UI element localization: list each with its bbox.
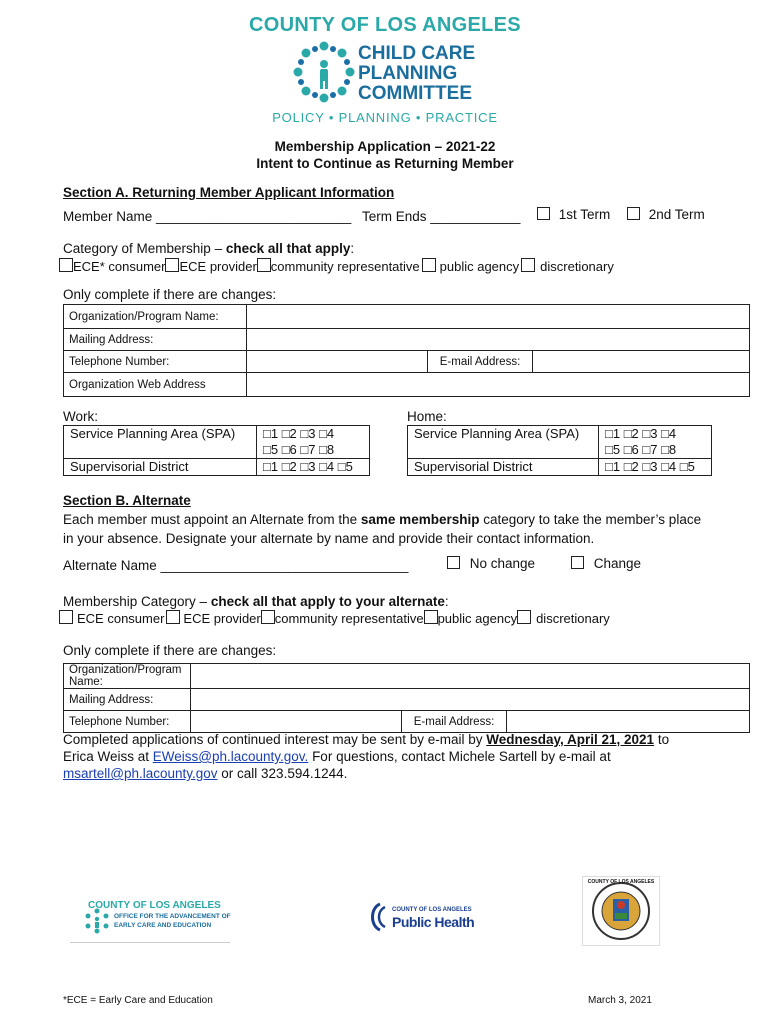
work-spa-table — [63, 425, 370, 476]
email-link-msartell[interactable]: msartell@ph.lacounty.gov — [63, 766, 218, 781]
ece-provider-checkbox[interactable] — [165, 258, 179, 272]
changes-note-a: Only complete if there are changes: — [63, 287, 277, 302]
org-field-a[interactable] — [247, 305, 750, 329]
para-a: Each member must appoint an Alternate from the — [63, 512, 361, 527]
closing-text-3: Erica Weiss at — [63, 749, 153, 764]
public-health-logo — [366, 902, 481, 934]
alt-public-agency-checkbox[interactable] — [424, 610, 438, 624]
change-option — [571, 556, 641, 571]
home-spa-options[interactable] — [599, 426, 712, 459]
public-health-emblem-icon — [366, 902, 388, 932]
member-name-label: Member Name — [63, 209, 153, 224]
category-bold: check all that apply — [225, 241, 351, 256]
oaece-ece: EARLY CARE AND EDUCATION — [114, 922, 212, 929]
email-label-a: E-mail Address: — [428, 351, 533, 373]
org-label-b: Organization/Program Name: — [64, 664, 191, 689]
section-b-para-line2: in your absence. Designate your alternate by name and provide their contact information. — [63, 531, 595, 546]
category-prefix: Category of Membership – — [63, 241, 226, 256]
oaece-office: OFFICE FOR THE ADVANCEMENT OF — [114, 913, 231, 920]
section-a-heading: Section A. Returning Member Applicant Information — [63, 185, 395, 200]
ph-name: Public Health — [392, 914, 475, 930]
community-rep-checkbox[interactable] — [257, 258, 271, 272]
closing-text-2: to — [654, 732, 670, 747]
closing-text-5: or call 323.594.1244. — [217, 766, 348, 781]
work-spa-label: Service Planning Area (SPA) — [64, 426, 257, 459]
term1-checkbox[interactable] — [537, 207, 550, 220]
no-change-option — [447, 556, 535, 571]
mail-label-b: Mailing Address: — [64, 689, 191, 711]
tel-label-a: Telephone Number: — [64, 351, 247, 373]
category-suffix: : — [350, 241, 355, 256]
contact-table-b — [63, 663, 750, 733]
term-ends-field[interactable]: ____________ — [430, 209, 521, 224]
web-label-a: Organization Web Address — [64, 373, 247, 397]
work-spa-line1: □1 □2 □3 □4 — [263, 426, 335, 441]
alt-public-agency-label: public agency — [437, 611, 518, 626]
footer-note: *ECE = Early Care and Education — [63, 995, 213, 1006]
term1-label: 1st Term — [558, 207, 611, 222]
org-label-a: Organization/Program Name: — [64, 305, 247, 329]
ece-consumer-label: ECE* consumer — [73, 259, 166, 274]
ece-provider-label: ECE provider — [179, 259, 257, 274]
mail-field-a[interactable] — [247, 329, 750, 351]
term2-option — [627, 207, 705, 222]
term1-option — [537, 207, 610, 222]
no-change-checkbox[interactable] — [447, 556, 460, 569]
discretionary-label: discretionary — [540, 259, 614, 274]
ccpc-logo-icon — [292, 40, 356, 104]
mail-label-a: Mailing Address: — [64, 329, 247, 351]
web-field-a[interactable] — [247, 373, 750, 397]
home-sd-options[interactable]: □1 □2 □3 □4 □5 — [599, 459, 712, 476]
email-field-a[interactable] — [533, 351, 750, 373]
alternate-name-field[interactable]: _________________________________ — [160, 558, 409, 573]
closing-text-1: Completed applications of continued interest may be sent by e-mail by — [63, 732, 487, 747]
email-field-b[interactable] — [507, 711, 750, 733]
alt-ece-provider-label: ECE provider — [183, 611, 261, 626]
closing-line1 — [63, 731, 707, 748]
work-sd-options[interactable]: □1 □2 □3 □4 □5 — [257, 459, 370, 476]
tagline: POLICY • PLANNING • PRACTICE — [272, 110, 498, 125]
public-agency-label: public agency — [439, 259, 520, 274]
oaece-county: COUNTY OF LOS ANGELES — [88, 900, 221, 911]
public-agency-checkbox[interactable] — [422, 258, 436, 272]
ccpc-line-3: COMMITTEE — [358, 83, 472, 104]
home-spa-line1: □1 □2 □3 □4 — [605, 426, 677, 441]
home-spa-table — [407, 425, 712, 476]
alt-community-rep-label: community representative — [274, 611, 424, 626]
tel-label-b: Telephone Number: — [64, 711, 191, 733]
change-checkbox[interactable] — [571, 556, 584, 569]
change-label: Change — [593, 556, 642, 571]
alt-category-instruction — [63, 594, 449, 609]
oaece-logo — [70, 894, 230, 943]
county-title: COUNTY OF LOS ANGELES — [249, 14, 521, 36]
term2-checkbox[interactable] — [627, 207, 640, 220]
category-instruction — [63, 241, 354, 256]
home-sd-label: Supervisorial District — [408, 459, 599, 476]
tel-field-b[interactable] — [191, 711, 402, 733]
alt-cat-prefix: Membership Category – — [63, 594, 211, 609]
alt-community-rep-checkbox[interactable] — [261, 610, 275, 624]
para-bold: same membership — [360, 512, 480, 527]
discretionary-checkbox[interactable] — [521, 258, 535, 272]
closing-text-4: For questions, contact Michele Sartell by e-mail at — [308, 749, 611, 764]
closing-line2 — [63, 748, 707, 765]
member-name-row — [63, 209, 351, 224]
mail-field-b[interactable] — [191, 689, 750, 711]
email-label-b: E-mail Address: — [402, 711, 507, 733]
tel-field-a[interactable] — [247, 351, 428, 373]
alt-ece-consumer-label: ECE consumer — [77, 611, 165, 626]
member-name-field[interactable]: __________________________ — [156, 209, 352, 224]
section-b-heading: Section B. Alternate — [63, 493, 191, 508]
closing-paragraph — [63, 731, 707, 782]
no-change-label: No change — [469, 556, 536, 571]
ph-county: COUNTY OF LOS ANGELES — [392, 907, 472, 913]
alt-cat-bold: check all that apply to your alternate — [210, 594, 445, 609]
work-label: Work: — [63, 409, 99, 424]
contact-table-a — [63, 304, 750, 397]
ccpc-line-1: CHILD CARE — [358, 43, 476, 64]
form-title: Membership Application – 2021-22 — [274, 139, 496, 154]
alternate-name-row — [63, 558, 408, 573]
home-spa-label: Service Planning Area (SPA) — [408, 426, 599, 459]
ece-consumer-checkbox[interactable] — [59, 258, 73, 272]
ccpc-name — [358, 44, 475, 104]
home-label: Home: — [407, 409, 447, 424]
footer-date: March 3, 2021 — [588, 995, 652, 1006]
alt-discretionary-label: discretionary — [536, 611, 610, 626]
category-options — [59, 258, 614, 274]
alt-ece-consumer-checkbox[interactable] — [59, 610, 73, 624]
home-spa-line2: □5 □6 □7 □8 — [605, 442, 677, 457]
work-spa-line2: □5 □6 □7 □8 — [263, 442, 335, 457]
closing-line3 — [63, 765, 707, 782]
term2-label: 2nd Term — [648, 207, 705, 222]
deadline: Wednesday, April 21, 2021 — [486, 732, 655, 747]
alt-discretionary-checkbox[interactable] — [517, 610, 531, 624]
alt-category-options — [59, 610, 610, 626]
para-b: category to take the member’s place — [479, 512, 702, 527]
alt-cat-suffix: : — [444, 594, 449, 609]
county-seal-icon — [591, 881, 651, 941]
county-seal — [582, 876, 660, 946]
work-spa-options[interactable] — [257, 426, 370, 459]
section-b-para-line1 — [63, 512, 701, 527]
ccpc-line-2: PLANNING — [358, 63, 458, 84]
term-ends-row — [362, 209, 520, 224]
community-rep-label: community representative — [270, 259, 420, 274]
alternate-name-label: Alternate Name — [63, 558, 157, 573]
term-ends-label: Term Ends — [362, 209, 427, 224]
changes-note-b: Only complete if there are changes: — [63, 643, 277, 658]
work-sd-label: Supervisorial District — [64, 459, 257, 476]
form-subtitle: Intent to Continue as Returning Member — [256, 156, 514, 171]
email-link-eweiss[interactable]: EWeiss@ph.lacounty.gov. — [152, 749, 309, 764]
alt-ece-provider-checkbox[interactable] — [166, 610, 180, 624]
oaece-emblem-icon — [84, 908, 110, 934]
org-field-b[interactable] — [191, 664, 750, 689]
seal-text: COUNTY OF LOS ANGELES — [587, 879, 655, 885]
